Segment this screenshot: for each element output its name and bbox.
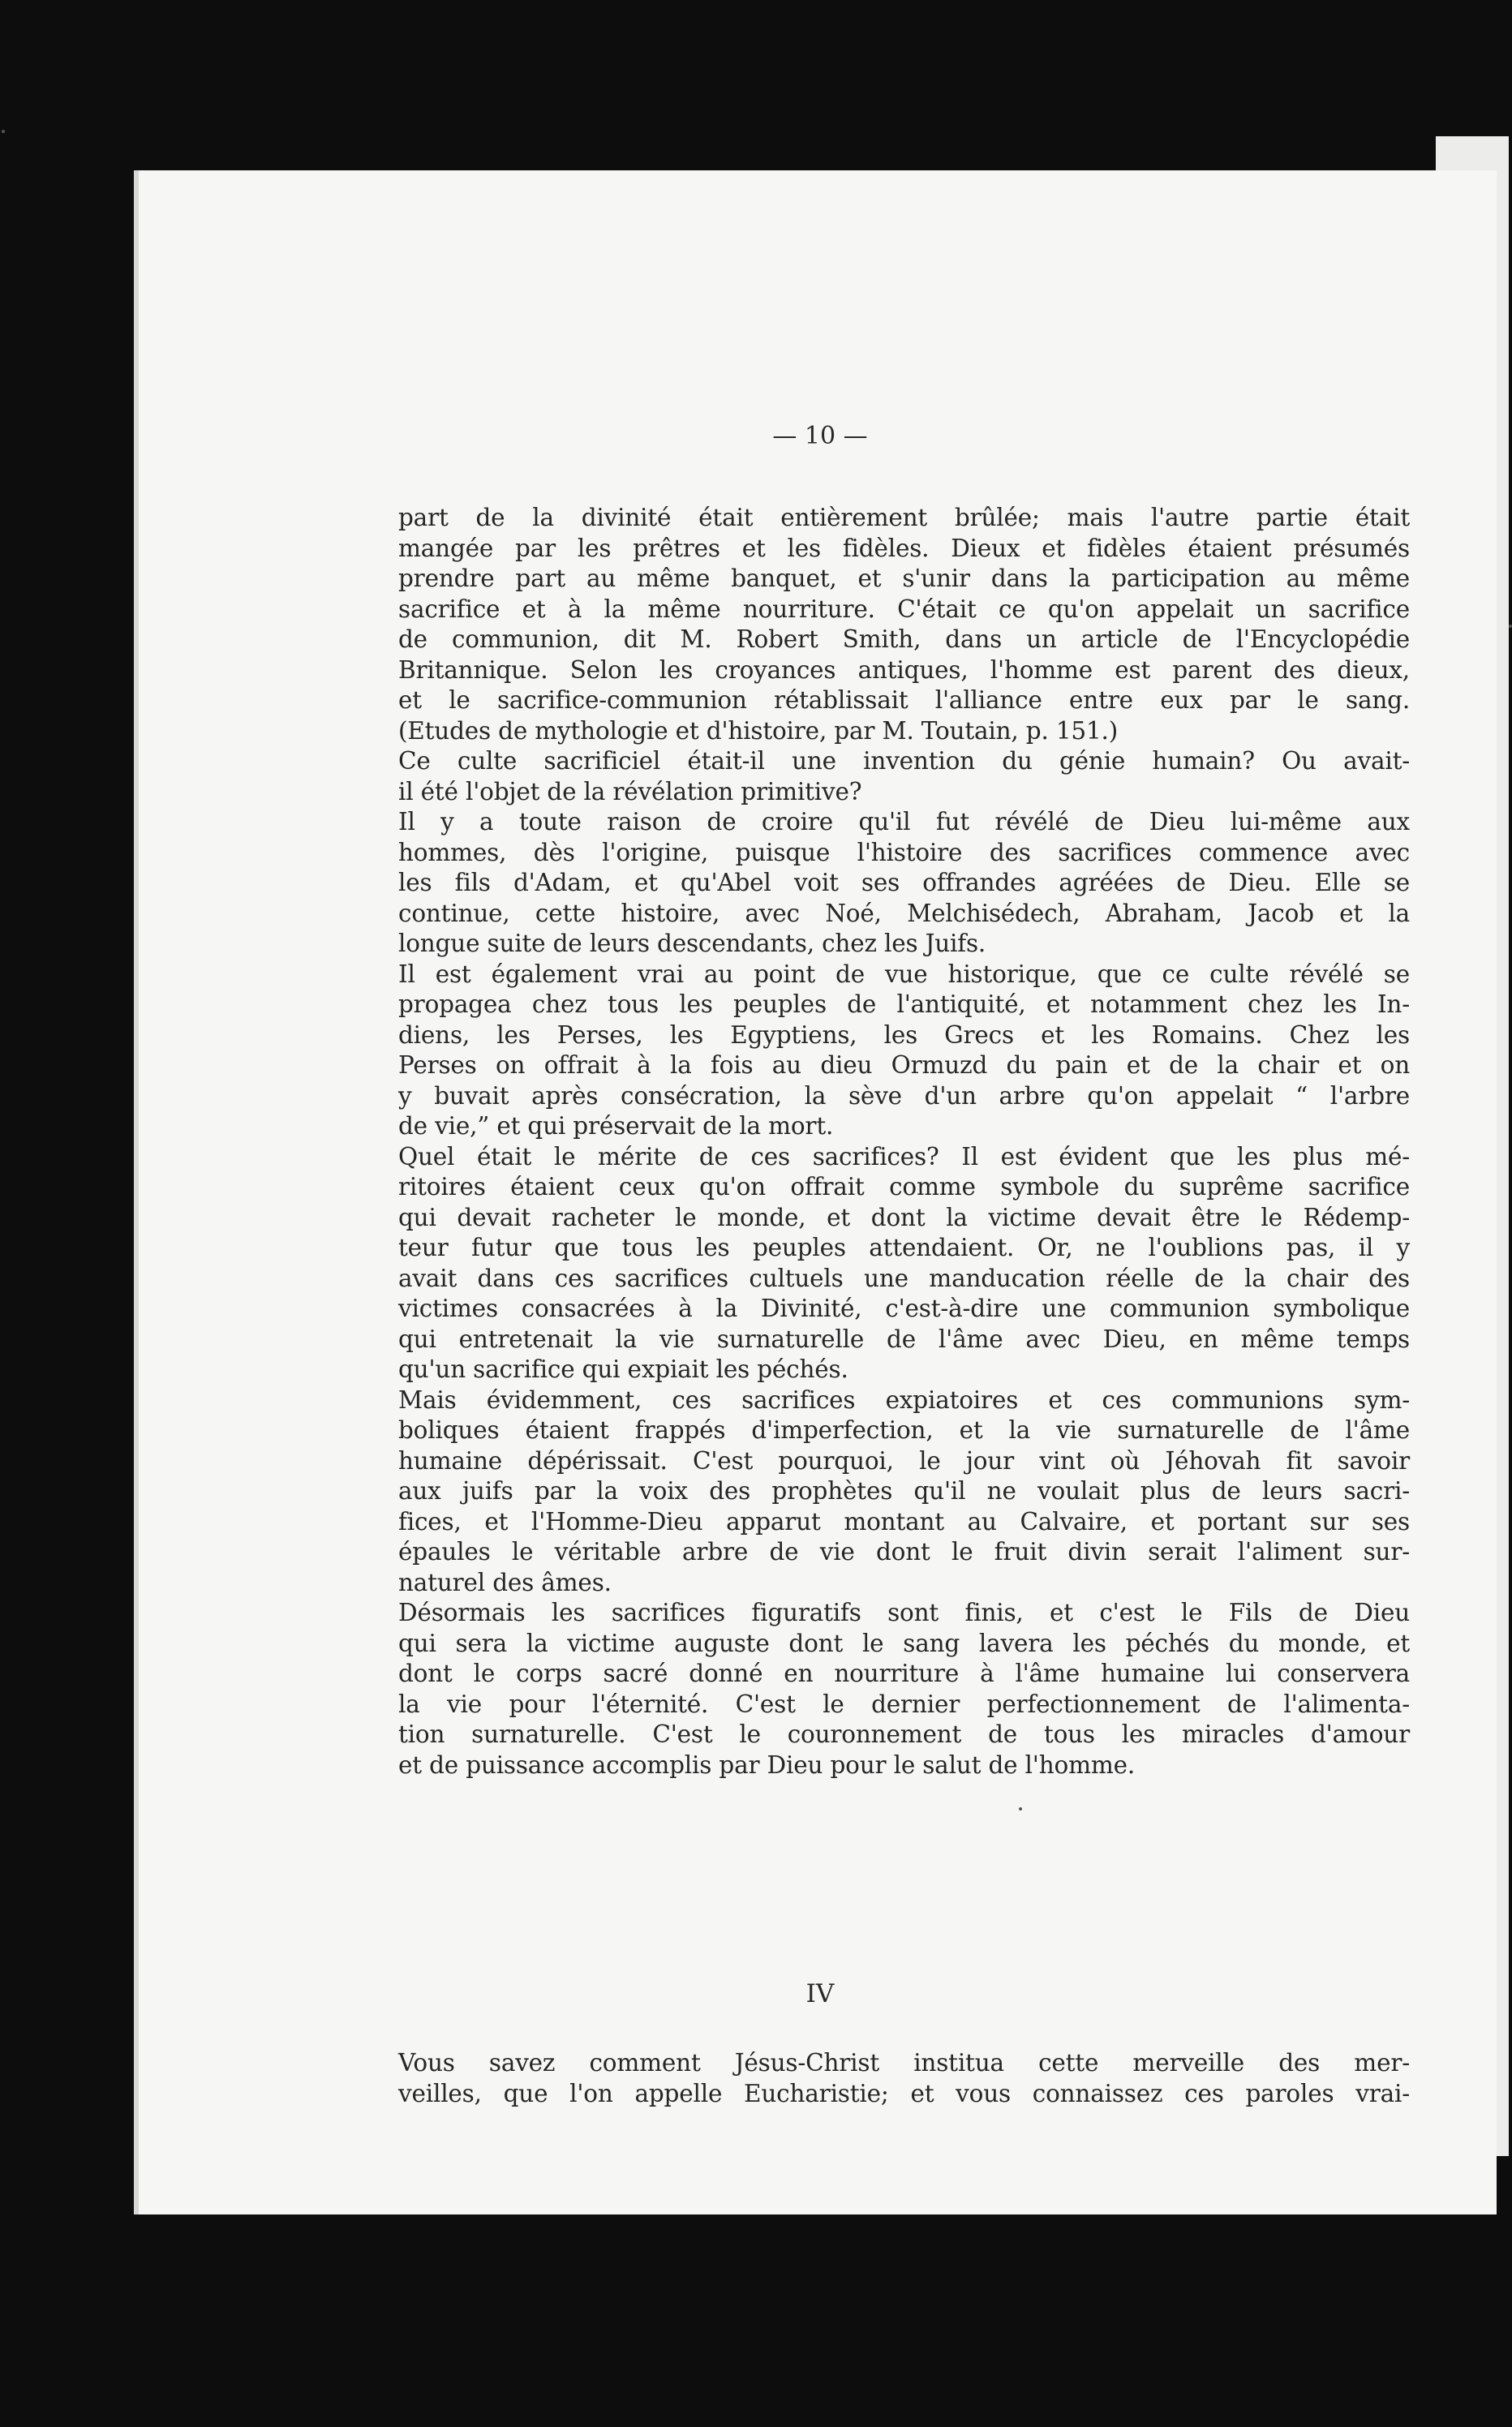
text-line: prendre part au même banquet, et s'unir dans la participation au même [398, 565, 1410, 592]
text-line: qui entretenait la vie surnaturelle de l'âme avec Dieu, en même temps [398, 1325, 1410, 1353]
text-line: part de la divinité était entièrement brûlée; mais l'autre partie était [398, 504, 1410, 531]
text-line: naturel des âmes. [398, 1568, 612, 1596]
text-line: ritoires étaient ceux qu'on offrait comme symbole du suprême sacrifice [398, 1173, 1410, 1201]
text-line: sacrifice et à la même nourriture. C'était ce qu'on appelait un sacrifice [398, 595, 1410, 623]
section-text [398, 2048, 1410, 2109]
text-line: épaules le véritable arbre de vie dont le fruit divin serait l'aliment sur- [398, 1538, 1410, 1566]
text-line: propagea chez tous les peuples de l'antiquité, et notamment chez les In- [398, 990, 1410, 1018]
page-number: — 10 — [772, 422, 868, 450]
text-line: les fils d'Adam, et qu'Abel voit ses offrandes agréées de Dieu. Elle se [398, 869, 1410, 896]
section-heading: IV [805, 1979, 835, 2008]
text-line: victimes consacrées à la Divinité, c'est-à-dire une communion symbolique [398, 1295, 1410, 1322]
text-line: dont le corps sacré donné en nourriture à l'âme humaine lui conservera [398, 1660, 1410, 1687]
text-line: continue, cette histoire, avec Noé, Melchisédech, Abraham, Jacob et la [398, 899, 1410, 927]
text-line: longue suite de leurs descendants, chez les Juifs. [398, 930, 986, 957]
text-line: Il y a toute raison de croire qu'il fut révélé de Dieu lui-même aux [398, 808, 1410, 835]
text-line: tion surnaturelle. C'est le couronnement de tous les miracles d'amour [398, 1720, 1410, 1748]
text-line: boliques étaient frappés d'imperfection, et la vie surnaturelle de l'âme [398, 1416, 1410, 1444]
text-line: et le sacrifice-communion rétablissait l'alliance entre eux par le sang. [398, 686, 1410, 714]
text-line: et de puissance accomplis par Dieu pour le salut de l'homme. [398, 1750, 1136, 1779]
text-line: Désormais les sacrifices figuratifs sont finis, et c'est le Fils de Dieu [398, 1599, 1410, 1626]
text-line: veilles, que l'on appelle Eucharistie; et vous connaissez ces paroles vrai- [398, 2079, 1410, 2107]
text-line: Ce culte sacrificiel était-il une invention du génie humain? Ou avait- [398, 747, 1410, 775]
text-line: fices, et l'Homme-Dieu apparut montant au Calvaire, et portant sur ses [398, 1507, 1410, 1536]
text-line: Vous savez comment Jésus-Christ institua cette merveille des mer- [398, 2049, 1410, 2077]
text-line: il été l'objet de la révélation primitive? [398, 777, 862, 805]
text-line: teur futur que tous les peuples attendaient. Or, ne l'oublions pas, il y [398, 1234, 1410, 1261]
text-line: humaine dépérissait. C'est pourquoi, le jour vint où Jéhovah fit savoir [398, 1446, 1410, 1475]
text-line: Britannique. Selon les croyances antiques, l'homme est parent des dieux, [398, 655, 1410, 684]
main-text [398, 503, 1410, 1781]
text-line: aux juifs par la voix des prophètes qu'il ne voulait plus de leurs sacri- [398, 1477, 1410, 1505]
text-line: Il est également vrai au point de vue historique, que ce culte révélé se [398, 960, 1410, 988]
text-line: de communion, dit M. Robert Smith, dans un article de l'Encyclopédie [398, 625, 1410, 653]
document-page [134, 170, 1497, 2214]
scan-speck [1509, 625, 1512, 628]
text-line: Quel était le mérite de ces sacrifices? Il est évident que les plus mé- [398, 1142, 1410, 1171]
text-line: la vie pour l'éternité. C'est le dernier perfectionnement de l'alimenta- [398, 1690, 1410, 1718]
text-line: qui devait racheter le monde, et dont la victime devait être le Rédemp- [398, 1203, 1410, 1231]
scan-speck [2, 130, 5, 133]
text-line: hommes, dès l'origine, puisque l'histoire des sacrifices commence avec [398, 838, 1410, 866]
text-line: y buvait après consécration, la sève d'un arbre qu'on appelait “ l'arbre [398, 1081, 1410, 1110]
text-line: de vie,” et qui préservait de la mort. [398, 1112, 834, 1140]
text-line: diens, les Perses, les Egyptiens, les Grecs et les Romains. Chez les [398, 1020, 1410, 1049]
text-line: avait dans ces sacrifices cultuels une manducation réelle de la chair des [398, 1264, 1410, 1292]
text-line: Mais évidemment, ces sacrifices expiatoires et ces communions sym- [398, 1385, 1410, 1414]
text-line: (Etudes de mythologie et d'histoire, par M. Toutain, p. 151.) [398, 716, 1119, 745]
text-line: qu'un sacrifice qui expiait les péchés. [398, 1355, 848, 1383]
text-line: qui sera la victime auguste dont le sang lavera les péchés du monde, et [398, 1629, 1410, 1657]
text-line: mangée par les prêtres et les fidèles. Dieux et fidèles étaient présumés [398, 534, 1410, 562]
text-line: Perses on offrait à la fois au dieu Ormuzd du pain et de la chair et on [398, 1051, 1410, 1079]
scan-speck [1019, 1807, 1022, 1811]
